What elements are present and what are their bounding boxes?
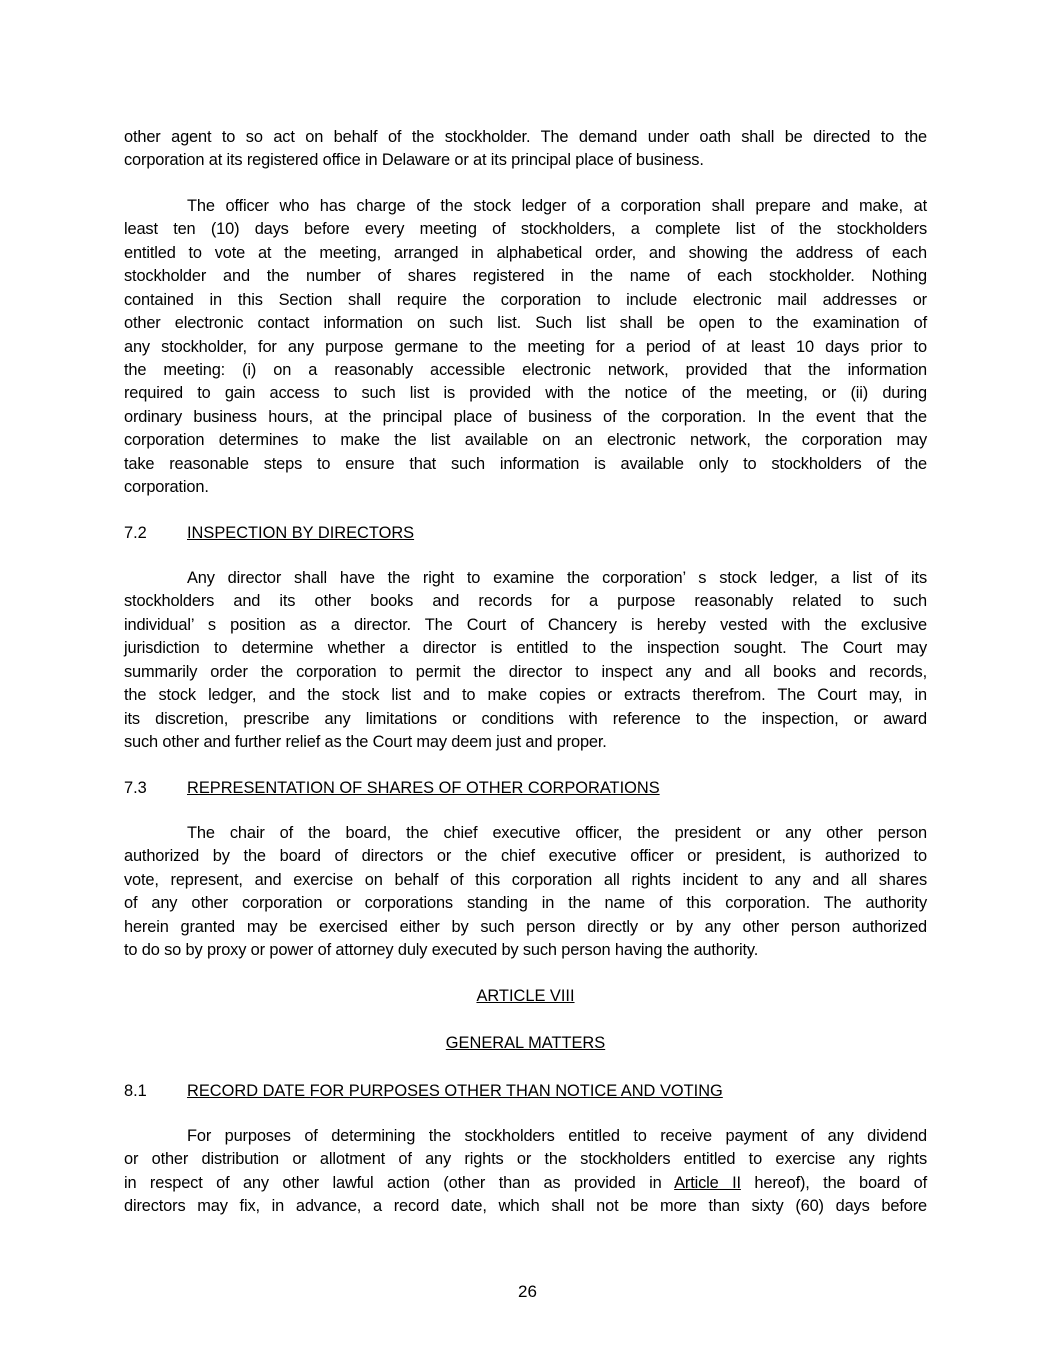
text-line: stockholder and the number of shares registered in the name of each stockholder. Nothing <box>124 267 927 286</box>
text-line: vote, represent, and exercise on behalf of this corporation all rights incident to any and all shares <box>124 870 927 889</box>
paragraph-inspection <box>124 567 927 755</box>
text-line: For purposes of determining the stockholders entitled to receive payment of any dividend <box>187 1126 927 1145</box>
text-line: least ten (10) days before every meeting of stockholders, a complete list of the stockholders <box>124 220 927 239</box>
text-line: ordinary business hours, at the principal place of business of the corporation. In the event that the <box>124 407 927 426</box>
text-line: authorized by the board of directors or the chief executive officer or president, is authorized to <box>124 847 927 866</box>
text-line: to do so by proxy or power of attorney duly executed by such person having the authority. <box>124 941 759 960</box>
text-line: corporation determines to make the list available on an electronic network, the corporation may <box>124 431 927 450</box>
page-number: 26 <box>518 1282 537 1301</box>
document-page <box>124 126 927 1241</box>
section-heading-7-2 <box>124 522 927 545</box>
article-title-heading <box>124 1032 927 1055</box>
article-number: ARTICLE VIII <box>476 986 575 1005</box>
text-line: the meeting: (i) on a reasonably accessible electronic network, provided that the information <box>124 360 927 379</box>
text-line: Any director shall have the right to examine the corporation’ s stock ledger, a list of its <box>187 569 927 588</box>
text-line: corporation. <box>124 478 209 497</box>
text-line: of any other corporation or corporations standing in the name of this corporation. The authority <box>124 894 927 913</box>
text-line: other agent to so act on behalf of the stockholder. The demand under oath shall be directed to the <box>124 128 927 146</box>
text-line: individual’ s position as a director. The Court of Chancery is hereby vested with the exclusive <box>124 615 927 634</box>
text-line: required to gain access to such list is provided with the notice of the meeting, or (ii) during <box>124 384 927 403</box>
text-line: entitled to vote at the meeting, arranged in alphabetical order, and showing the address of each <box>124 243 927 262</box>
article-ii-reference-link[interactable]: Article II <box>674 1173 741 1192</box>
section-title: INSPECTION BY DIRECTORS <box>187 523 415 542</box>
text-line <box>124 1172 927 1195</box>
text-line: the stock ledger, and the stock list and to make copies or extracts therefrom. The Court may, in <box>124 686 927 705</box>
article-heading <box>124 985 927 1008</box>
text-line: any stockholder, for any purpose germane to the meeting for a period of at least 10 days prior to <box>124 337 927 356</box>
section-title: REPRESENTATION OF SHARES OF OTHER CORPORATIONS <box>187 778 660 797</box>
paragraph-stock-ledger <box>124 195 927 500</box>
text-line: The officer who has charge of the stock ledger of a corporation shall prepare and make, at <box>187 196 927 215</box>
text-line: jurisdiction to determine whether a director is entitled to the inspection sought. The Court may <box>124 639 927 658</box>
text-line: directors may fix, in advance, a record date, which shall not be more than sixty (60) days before <box>124 1197 927 1216</box>
paragraph-demand <box>124 126 927 173</box>
text-line: such other and further relief as the Court may deem just and proper. <box>124 733 607 752</box>
text-line: The chair of the board, the chief executive officer, the president or any other person <box>187 823 927 842</box>
text-line: other electronic contact information on such list. Such list shall be open to the examination of <box>124 314 927 333</box>
paragraph-record-date <box>124 1125 927 1219</box>
section-title: RECORD DATE FOR PURPOSES OTHER THAN NOTICE AND VOTING <box>187 1081 723 1100</box>
article-title: GENERAL MATTERS <box>445 1034 606 1053</box>
text-line: its discretion, prescribe any limitations or conditions with reference to the inspection, or award <box>124 709 927 728</box>
text-line: or other distribution or allotment of any rights or the stockholders entitled to exercise any rights <box>124 1150 927 1169</box>
text-line: corporation at its registered office in Delaware or at its principal place of business. <box>124 151 704 170</box>
text-line: contained in this Section shall require the corporation to include electronic mail addresses or <box>124 290 927 309</box>
text-line: take reasonable steps to ensure that such information is available only to stockholders of the <box>124 454 927 473</box>
text-line: herein granted may be exercised either by such person directly or by any other person authorized <box>124 917 927 936</box>
text-segment: hereof), the board of <box>740 1173 927 1192</box>
section-number: 7.3 <box>124 778 147 797</box>
text-line: summarily order the corporation to permit the director to inspect any and all books and records, <box>124 662 927 681</box>
text-segment: in respect of any other lawful action (other than as provided in <box>124 1173 675 1192</box>
section-heading-7-3 <box>124 777 927 800</box>
section-heading-8-1 <box>124 1080 927 1103</box>
section-number: 8.1 <box>124 1081 147 1100</box>
paragraph-representation <box>124 822 927 963</box>
text-line: stockholders and its other books and records for a purpose reasonably related to such <box>124 592 927 611</box>
section-number: 7.2 <box>124 523 147 542</box>
